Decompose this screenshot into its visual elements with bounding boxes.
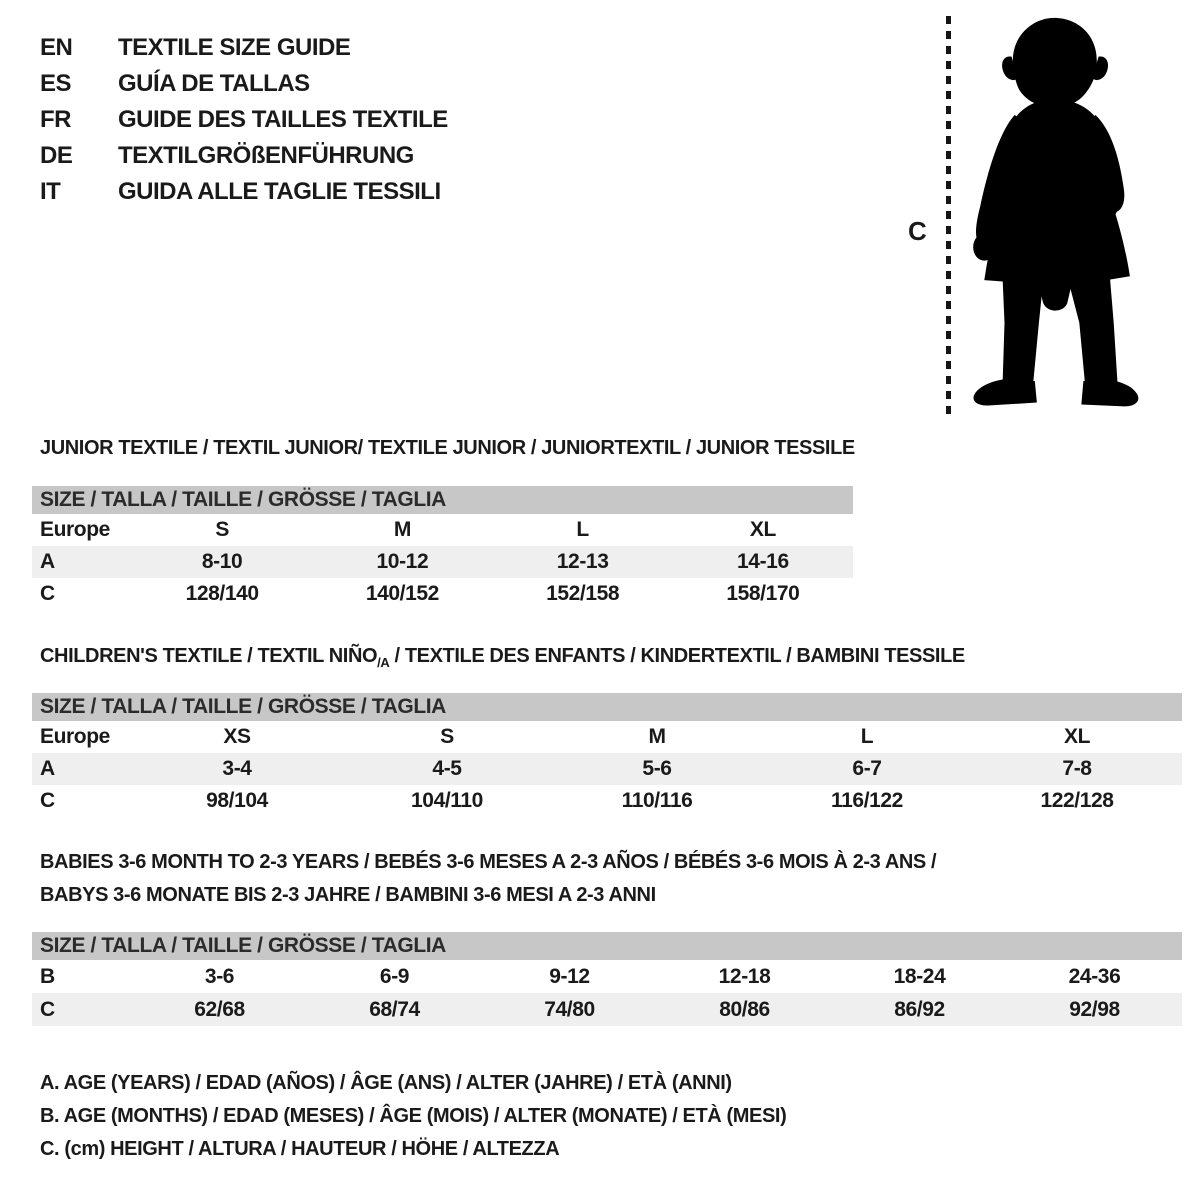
children-heading-part2: / TEXTILE DES ENFANTS / KINDERTEXTIL / BAMBINI TESSILE: [389, 645, 965, 667]
guide-title-de: TEXTILGRÖßENFÜHRUNG: [118, 142, 414, 169]
age-cell: 6-7: [852, 757, 882, 780]
guide-title-es: GUÍA DE TALLAS: [118, 70, 310, 97]
footnote-age-years: A. AGE (YEARS) / EDAD (AÑOS) / ÂGE (ANS) / ALTER (JAHRE) / ETÀ (ANNI): [40, 1072, 732, 1094]
height-cell: 158/170: [726, 582, 800, 605]
size-cell: L: [860, 725, 874, 748]
age-cell: 3-4: [222, 757, 252, 780]
height-cell: 140/152: [365, 582, 439, 605]
height-cell: 98/104: [206, 789, 268, 812]
language-code: DE: [40, 142, 73, 169]
height-cell: 68/74: [369, 997, 420, 1021]
age-cell: 9-12: [549, 964, 590, 988]
size-cell: XL: [1063, 725, 1091, 748]
age-cell: 14-16: [737, 550, 789, 573]
row-label: A: [40, 550, 55, 573]
height-measure-dotted-line: [946, 16, 951, 414]
age-cell: 5-6: [642, 757, 672, 780]
children-heading-part1: CHILDREN'S TEXTILE / TEXTIL NIÑO: [40, 645, 378, 667]
age-cell: 24-36: [1068, 964, 1121, 988]
table-row-height: [32, 785, 1182, 817]
junior-section-heading: JUNIOR TEXTILE / TEXTIL JUNIOR/ TEXTILE JUNIOR / JUNIORTEXTIL / JUNIOR TESSILE: [40, 437, 855, 459]
age-cell: 10-12: [376, 550, 429, 573]
table-row-height: [32, 993, 1182, 1026]
language-code: IT: [40, 178, 61, 205]
size-header-label: SIZE / TALLA / TAILLE / GRÖSSE / TAGLIA: [40, 934, 446, 957]
language-row-en: [40, 30, 448, 66]
row-label: C: [40, 582, 55, 605]
language-code: FR: [40, 106, 71, 133]
children-section-heading: [40, 645, 965, 670]
size-header-row: [32, 486, 853, 514]
height-cell: 92/98: [1069, 997, 1120, 1021]
table-row-europe: [32, 514, 853, 546]
table-row-height: [32, 578, 853, 610]
age-cell: 12-13: [556, 550, 609, 573]
size-cell: S: [440, 725, 454, 748]
age-cell: 18-24: [893, 964, 946, 988]
row-label: Europe: [40, 518, 110, 541]
size-cell: XL: [749, 518, 776, 541]
children-heading-subscript: /A: [377, 655, 390, 670]
guide-title-it: GUIDA ALLE TAGLIE TESSILI: [118, 178, 441, 205]
table-row-age: [32, 546, 853, 578]
age-cell: 8-10: [201, 550, 243, 573]
size-header-label: SIZE / TALLA / TAILLE / GRÖSSE / TAGLIA: [40, 695, 446, 718]
table-row-months: [32, 960, 1182, 993]
size-cell: M: [393, 518, 411, 541]
row-label: A: [40, 757, 55, 780]
size-cell: XS: [223, 725, 251, 748]
babies-size-table: [32, 932, 1182, 1026]
table-row-europe: [32, 721, 1182, 753]
height-cell: 116/122: [831, 789, 903, 812]
language-row-es: [40, 66, 448, 102]
height-cell: 86/92: [894, 997, 945, 1021]
size-header-label: SIZE / TALLA / TAILLE / GRÖSSE / TAGLIA: [40, 488, 446, 511]
language-code: EN: [40, 34, 73, 61]
size-cell: M: [648, 725, 666, 748]
toddler-silhouette-icon: [958, 12, 1140, 420]
table-row-age: [32, 753, 1182, 785]
size-cell: S: [215, 518, 229, 541]
row-label: Europe: [40, 725, 110, 748]
age-cell: 6-9: [379, 964, 410, 988]
size-header-row: [32, 693, 1182, 721]
children-size-table: [32, 693, 1182, 817]
height-cell: 104/110: [411, 789, 483, 812]
footnote-age-months: B. AGE (MONTHS) / EDAD (MESES) / ÂGE (MOIS) / ALTER (MONATE) / ETÀ (MESI): [40, 1105, 787, 1127]
height-measure-label: C: [908, 216, 927, 246]
language-row-de: [40, 138, 448, 174]
legend-footnotes: [40, 1072, 786, 1171]
age-cell: 3-6: [204, 964, 235, 988]
junior-size-table: [32, 486, 853, 610]
language-row-it: [40, 174, 448, 210]
row-label: C: [40, 997, 55, 1021]
guide-title-fr: GUIDE DES TAILLES TEXTILE: [118, 106, 448, 133]
language-title-list: [40, 30, 448, 210]
age-cell: 7-8: [1062, 757, 1092, 780]
size-header-row: [32, 932, 1182, 960]
height-cell: 122/128: [1040, 789, 1114, 812]
age-cell: 4-5: [432, 757, 462, 780]
row-label: C: [40, 789, 55, 812]
language-row-fr: [40, 102, 448, 138]
size-cell: L: [576, 518, 589, 541]
babies-section-heading-line1: BABIES 3-6 MONTH TO 2-3 YEARS / BEBÉS 3-6 MESES A 2-3 AÑOS / BÉBÉS 3-6 MOIS À 2-3 ANS /: [40, 851, 937, 873]
height-cell: 62/68: [194, 997, 245, 1021]
footnote-height-cm: C. (cm) HEIGHT / ALTURA / HAUTEUR / HÖHE / ALTEZZA: [40, 1138, 560, 1160]
height-cell: 110/116: [621, 789, 693, 812]
height-cell: 80/86: [719, 997, 770, 1021]
height-cell: 152/158: [546, 582, 620, 605]
row-label: B: [40, 964, 55, 988]
height-cell: 128/140: [185, 582, 259, 605]
age-cell: 12-18: [718, 964, 771, 988]
language-code: ES: [40, 70, 72, 97]
babies-section-heading-line2: BABYS 3-6 MONATE BIS 2-3 JAHRE / BAMBINI 3-6 MESI A 2-3 ANNI: [40, 884, 656, 906]
height-cell: 74/80: [544, 997, 595, 1021]
guide-title-en: TEXTILE SIZE GUIDE: [118, 34, 351, 61]
